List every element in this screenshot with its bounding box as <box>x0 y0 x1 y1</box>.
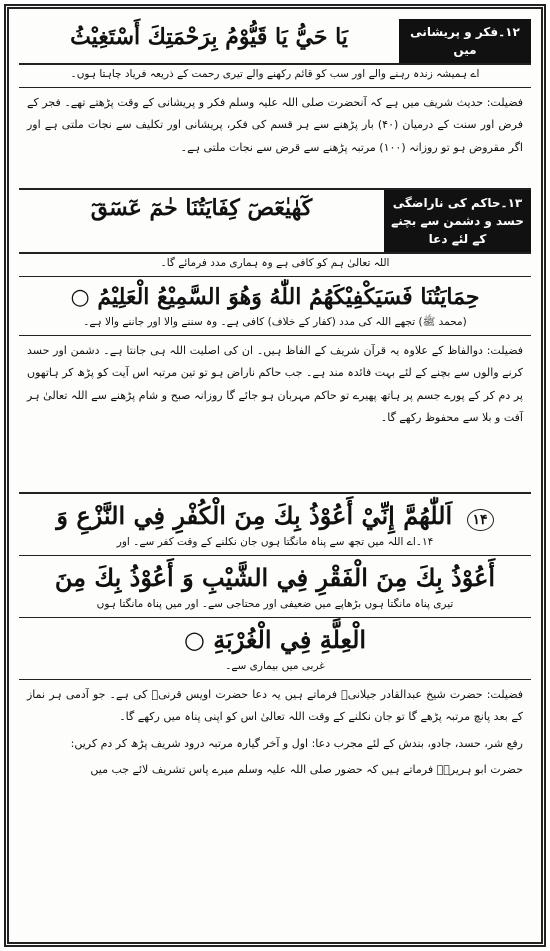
section-14-fazeelat: فضیلت: حضرت شیخ عبدالقادر جیلانیؒ فرماتے ہیں یہ دعا حضرت اویس قرنیؒ کی ہے۔ جو آدمی ہر نماز کے بعد پانچ مرتبہ پڑھے گا تو جان نکلنے کے وقت اللہ تعالیٰ اس کو اپنی پناہ میں رکھے گا۔ <box>27 687 523 724</box>
section-13-translation-2: (محمد ﷺ) تجھے اللہ کی مدد (کفار کے خلاف) کافی ہے۔ وہ سننے والا اور جاننے والا ہے۔ <box>19 313 531 336</box>
section-14-arabic-3: الْعِلَّةِ فِي الْغُرْبَةِ ○ <box>183 624 367 654</box>
section-12-fazeelat: فضیلت: حدیث شریف میں ہے کہ آنحضرت صلی اللہ علیہ وسلم فکر و پریشانی کے وقت پڑھتے تھے۔ فجر کے فرض اور سنت کے درمیان (۴۰) بار پڑھنے سے ہر قسم کی فکر، پریشانی اور تکلیف سے نجات ملتی ہے اور اگر مقروض ہو تو روزانہ (۱۰۰) مرتبہ پڑھنے سے قرض سے نجات ملتی ہے۔ <box>19 88 531 190</box>
page-border <box>4 4 546 947</box>
section-12-arabic: يَا حَيُّ يَا قَيُّوْمُ بِرَحْمَتِكَ أَسْتَغِيْثُ <box>70 24 348 50</box>
section-14-line-3: حضرت ابو ہریرہؓ فرماتے ہیں کہ حضور صلی اللہ علیہ وسلم میرے پاس تشریف لائے جب میں <box>90 763 523 777</box>
section-12-translation: اے ہمیشہ زندہ رہنے والے اور سب کو قائم رکھنے والے تیری رحمت کے ذریعہ فریاد چاہتا ہوں۔ <box>19 65 531 88</box>
section-14-arabic-1-text: اَللّٰهُمَّ إِنِّيْ أَعُوْذُ بِكَ مِنَ الْكُفْرِ فِي النَّزْعِ وَ <box>56 500 453 530</box>
section-13-fazeelat: فضیلت: دوالفاظ کے علاوہ یہ قرآن شریف کے الفاظ ہیں۔ ان کی اصلیت اللہ ہی جانتا ہے۔ دشمن اور حسد کرنے والوں سے بچنے کے لئے بہت فائدہ مند ہے۔ جب حاکم ناراض ہو تو تین مرتبہ اس آیت کو پڑھ کر ہاتھوں پر دم کر کے پورے جسم پر ہاتھ پھیرے تو حاکم مہربان ہو جائے گا روزانہ صبح و شام پڑھنے سے اللہ تعالیٰ ہر آفت و بلا سے محفوظ رکھے گا۔ <box>19 336 531 494</box>
page-content <box>19 19 531 932</box>
section-13-tag: ۱۳۔حاکم کی ناراضگی حسد و دشمن سے بچنے کے لئے دعا <box>384 190 531 252</box>
section-13-header <box>19 190 531 254</box>
section-14-line-2: رفع شر، حسد، جادو، بندش کے لئے مجرب دعا: اول و آخر گیارہ مرتبہ درود شریف پڑھ کر دم کریں: <box>70 736 523 750</box>
section-14-arabic-1 <box>19 494 531 533</box>
section-12-header <box>19 19 531 65</box>
section-13-translation-1: اللہ تعالیٰ ہم کو کافی ہے وہ ہماری مدد فرمائے گا۔ <box>19 254 531 277</box>
section-13-arabic: كٓهٰيٰعٓصٓ كِفَايَتُنَا حٰمٓ عٓسٓقٓ <box>90 194 313 221</box>
section-14-translation-1: ۱۴۔اے اللہ میں تجھ سے پناہ مانگتا ہوں جان نکلنے کے وقت کفر سے۔ اور <box>19 533 531 556</box>
section-14-translation-3: غربی میں بیماری سے۔ <box>19 657 531 680</box>
section-12-tag: ۱۲۔فکر و پریشانی میں <box>399 19 531 63</box>
section-14-translation-2: تیری پناہ مانگتا ہوں بڑھاپے میں ضعیفی اور محتاجی سے۔ اور میں پناہ مانگتا ہوں <box>19 595 531 618</box>
section-14-arabic-2: أَعُوْذُ بِكَ مِنَ الْفَقْرِ فِي الشَّيْبِ وَ أَعُوْذُ بِكَ مِنَ <box>54 562 496 592</box>
section-14-number: ۱۴ <box>467 509 494 531</box>
section-13-arabic-2: حِمَايَتُنَا فَسَيَكْفِيْكَهُمُ اللّٰهُ وَهُوَ السَّمِيْعُ الْعَلِيْمُ ○ <box>70 283 480 310</box>
